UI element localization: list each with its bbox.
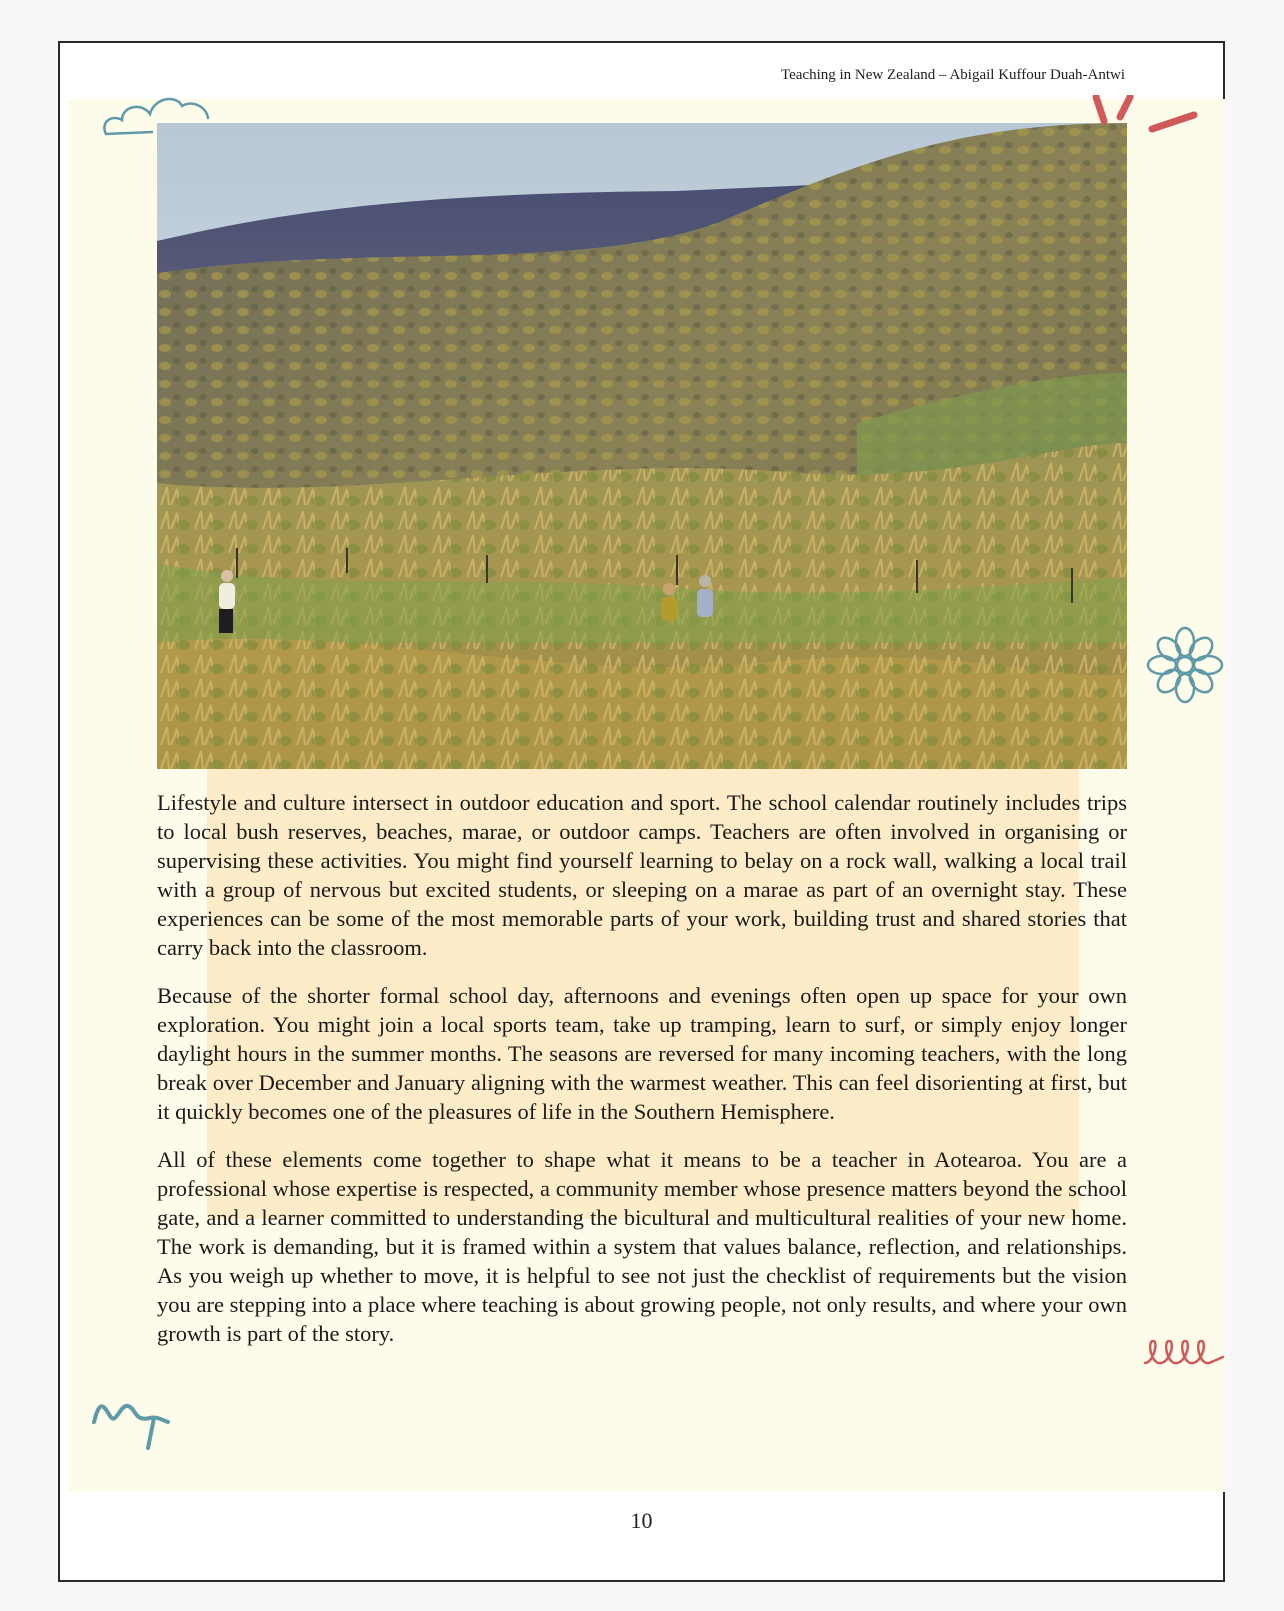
document-page — [58, 41, 1225, 1582]
paragraph-teacher-in-aotearoa: All of these elements come together to shape what it means to be a teacher in Aotearoa. You are a professional whose expertise is respected, a community member whose presence matters beyond the school gate, and a learner committed to understanding the bicultural and multicultural realities of your new home. The work is demanding, but it is framed within a system that values balance, reflection, and relationships. As you weigh up whether to move, it is helpful to see not just the checklist of requirements but the vision you are stepping into a place where teaching is about growing people, not only results, and where your own growth is part of the story. — [157, 1147, 1127, 1346]
sun-rays-icon — [1092, 95, 1202, 140]
squiggle-icon — [90, 1392, 175, 1452]
cloud-icon — [100, 92, 215, 142]
paragraph-shorter-school-day: Because of the shorter formal school day, afternoons and evenings often open up space for your own exploration. You might join a local sports team, take up tramping, learn to surf, or simply enjoy longer daylight hours in the summer months. The seasons are reversed for many incoming teachers, with the long break over December and January aligning with the warmest weather. This can feel disorienting at first, but it quickly becomes one of the pleasures of life in the Southern Hemisphere. — [157, 983, 1127, 1124]
page-number: 10 — [630, 1508, 653, 1533]
paragraph-outdoor-education: Lifestyle and culture intersect in outdoor education and sport. The school calendar routinely includes trips to local bush reserves, beaches, marae, or outdoor camps. Teachers are often involved in organising or supervising these activities. You might find yourself learning to belay on a rock wall, walking a local trail with a group of nervous but excited students, or sleeping on a marae as part of an overnight stay. These experiences can be some of the most memorable parts of your work, building trust and shared stories that carry back into the classroom. — [157, 790, 1127, 960]
loops-icon — [1143, 1333, 1225, 1373]
running-header: Teaching in New Zealand – Abigail Kuffour Duah-Antwi — [781, 67, 1125, 83]
tussock-hillside-photo — [157, 123, 1127, 769]
flower-icon — [1145, 625, 1225, 705]
body-text — [157, 788, 1127, 1367]
